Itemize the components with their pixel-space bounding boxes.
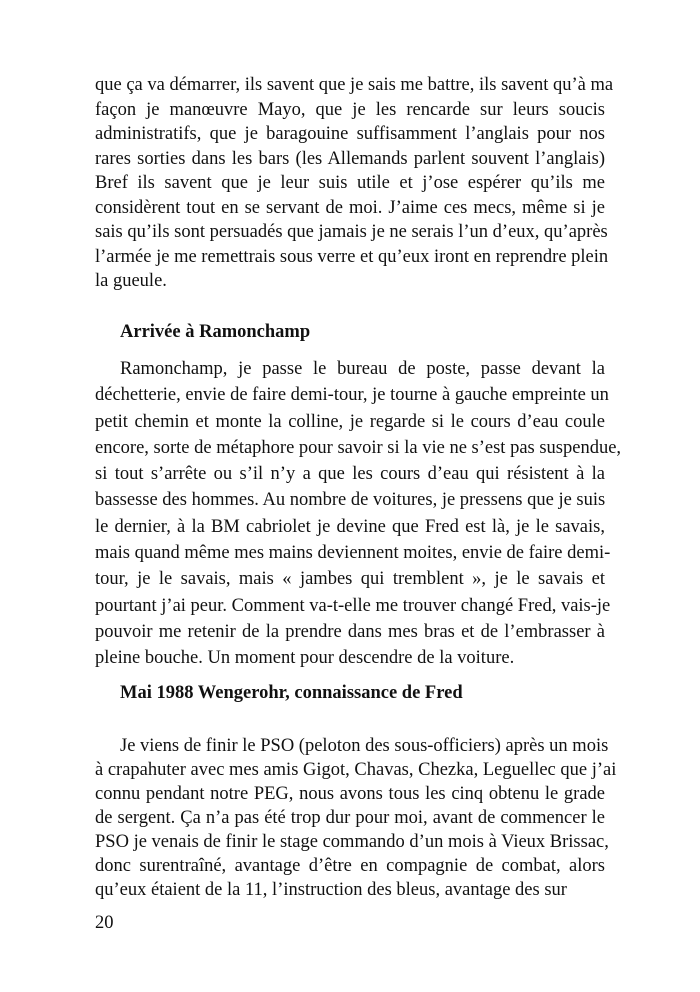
text-line: l’armée je me remettrais sous verre et qu’eux iront en reprendre plein (95, 246, 609, 267)
page-number: 20 (95, 913, 114, 933)
paragraph-pso (95, 734, 617, 902)
text-line: PSO je venais de finir le stage commando d’un mois à Vieux Brissac, (95, 832, 609, 852)
section-heading-arrivee: Arrivée à Ramonchamp (120, 322, 311, 342)
text-line: mais quand même mes mains deviennent moites, envie de faire demi- (95, 543, 611, 564)
text-line: donc surentraîné, avantage d’être en compagnie de combat, alors (95, 856, 605, 876)
text-line: le dernier, à la BM cabriolet je devine que Fred est là, je le savais, (95, 516, 605, 537)
text-line: à crapahuter avec mes amis Gigot, Chavas, Chezka, Leguellec que j’ai (95, 760, 617, 780)
paragraph-continuation (95, 73, 614, 294)
section-heading-wengerohr: Mai 1988 Wengerohr, connaissance de Fred (120, 683, 463, 703)
paragraph-ramonchamp (95, 356, 622, 672)
text-line: pleine bouche. Un moment pour descendre de la voiture. (95, 648, 515, 669)
text-line: tour, je le savais, mais « jambes qui tremblent », je le savais et (95, 569, 605, 590)
text-line: petit chemin et monte la colline, je regarde si le cours d’eau coule (95, 411, 605, 432)
text-line: que ça va démarrer, ils savent que je sais me battre, ils savent qu’à ma (95, 75, 614, 95)
text-line: pouvoir me retenir de la prendre dans mes bras et de l’embrasser à (95, 621, 605, 642)
text-line: la gueule. (95, 271, 167, 291)
text-line: sais qu’ils sont persuadés que jamais je ne serais l’un d’eux, qu’après (95, 222, 608, 242)
text-line: considèrent tout en se servant de moi. J’aime ces mecs, même si je (95, 197, 605, 218)
text-line: de sergent. Ça n’a pas été trop dur pour moi, avant de commencer le (95, 808, 605, 828)
text-line: bassesse des hommes. Au nombre de voitures, je pressens que je suis (95, 490, 606, 511)
text-line: qu’eux étaient de la 11, l’instruction des bleus, avantage des sur (95, 880, 567, 900)
text-line: encore, sorte de métaphore pour savoir si la vie ne s’est pas suspendue, (95, 437, 622, 458)
text-line: si tout s’arrête ou s’il n’y a que les cours d’eau qui résistent à la (95, 464, 605, 485)
text-line: déchetterie, envie de faire demi-tour, je tourne à gauche empreinte un (95, 385, 609, 406)
text-line: pourtant j’ai peur. Comment va-t-elle me trouver changé Fred, vais-je (95, 595, 611, 616)
text-line: Ramonchamp, je passe le bureau de poste, passe devant la (120, 359, 605, 379)
text-line: connu pendant notre PEG, nous avons tous les cinq obtenu le grade (95, 784, 605, 804)
text-line: rares sorties dans les bars (les Allemands parlent souvent l’anglais) (95, 148, 605, 169)
text-line: administratifs, que je baragouine suffisamment l’anglais pour nos (95, 124, 605, 144)
text-line: Je viens de finir le PSO (peloton des sous-officiers) après un mois (120, 736, 609, 756)
text-line: façon je manœuvre Mayo, que je les rencarde sur leurs soucis (95, 99, 605, 120)
text-line: Bref ils savent que je leur suis utile et j’ose espérer qu’ils me (95, 173, 605, 193)
